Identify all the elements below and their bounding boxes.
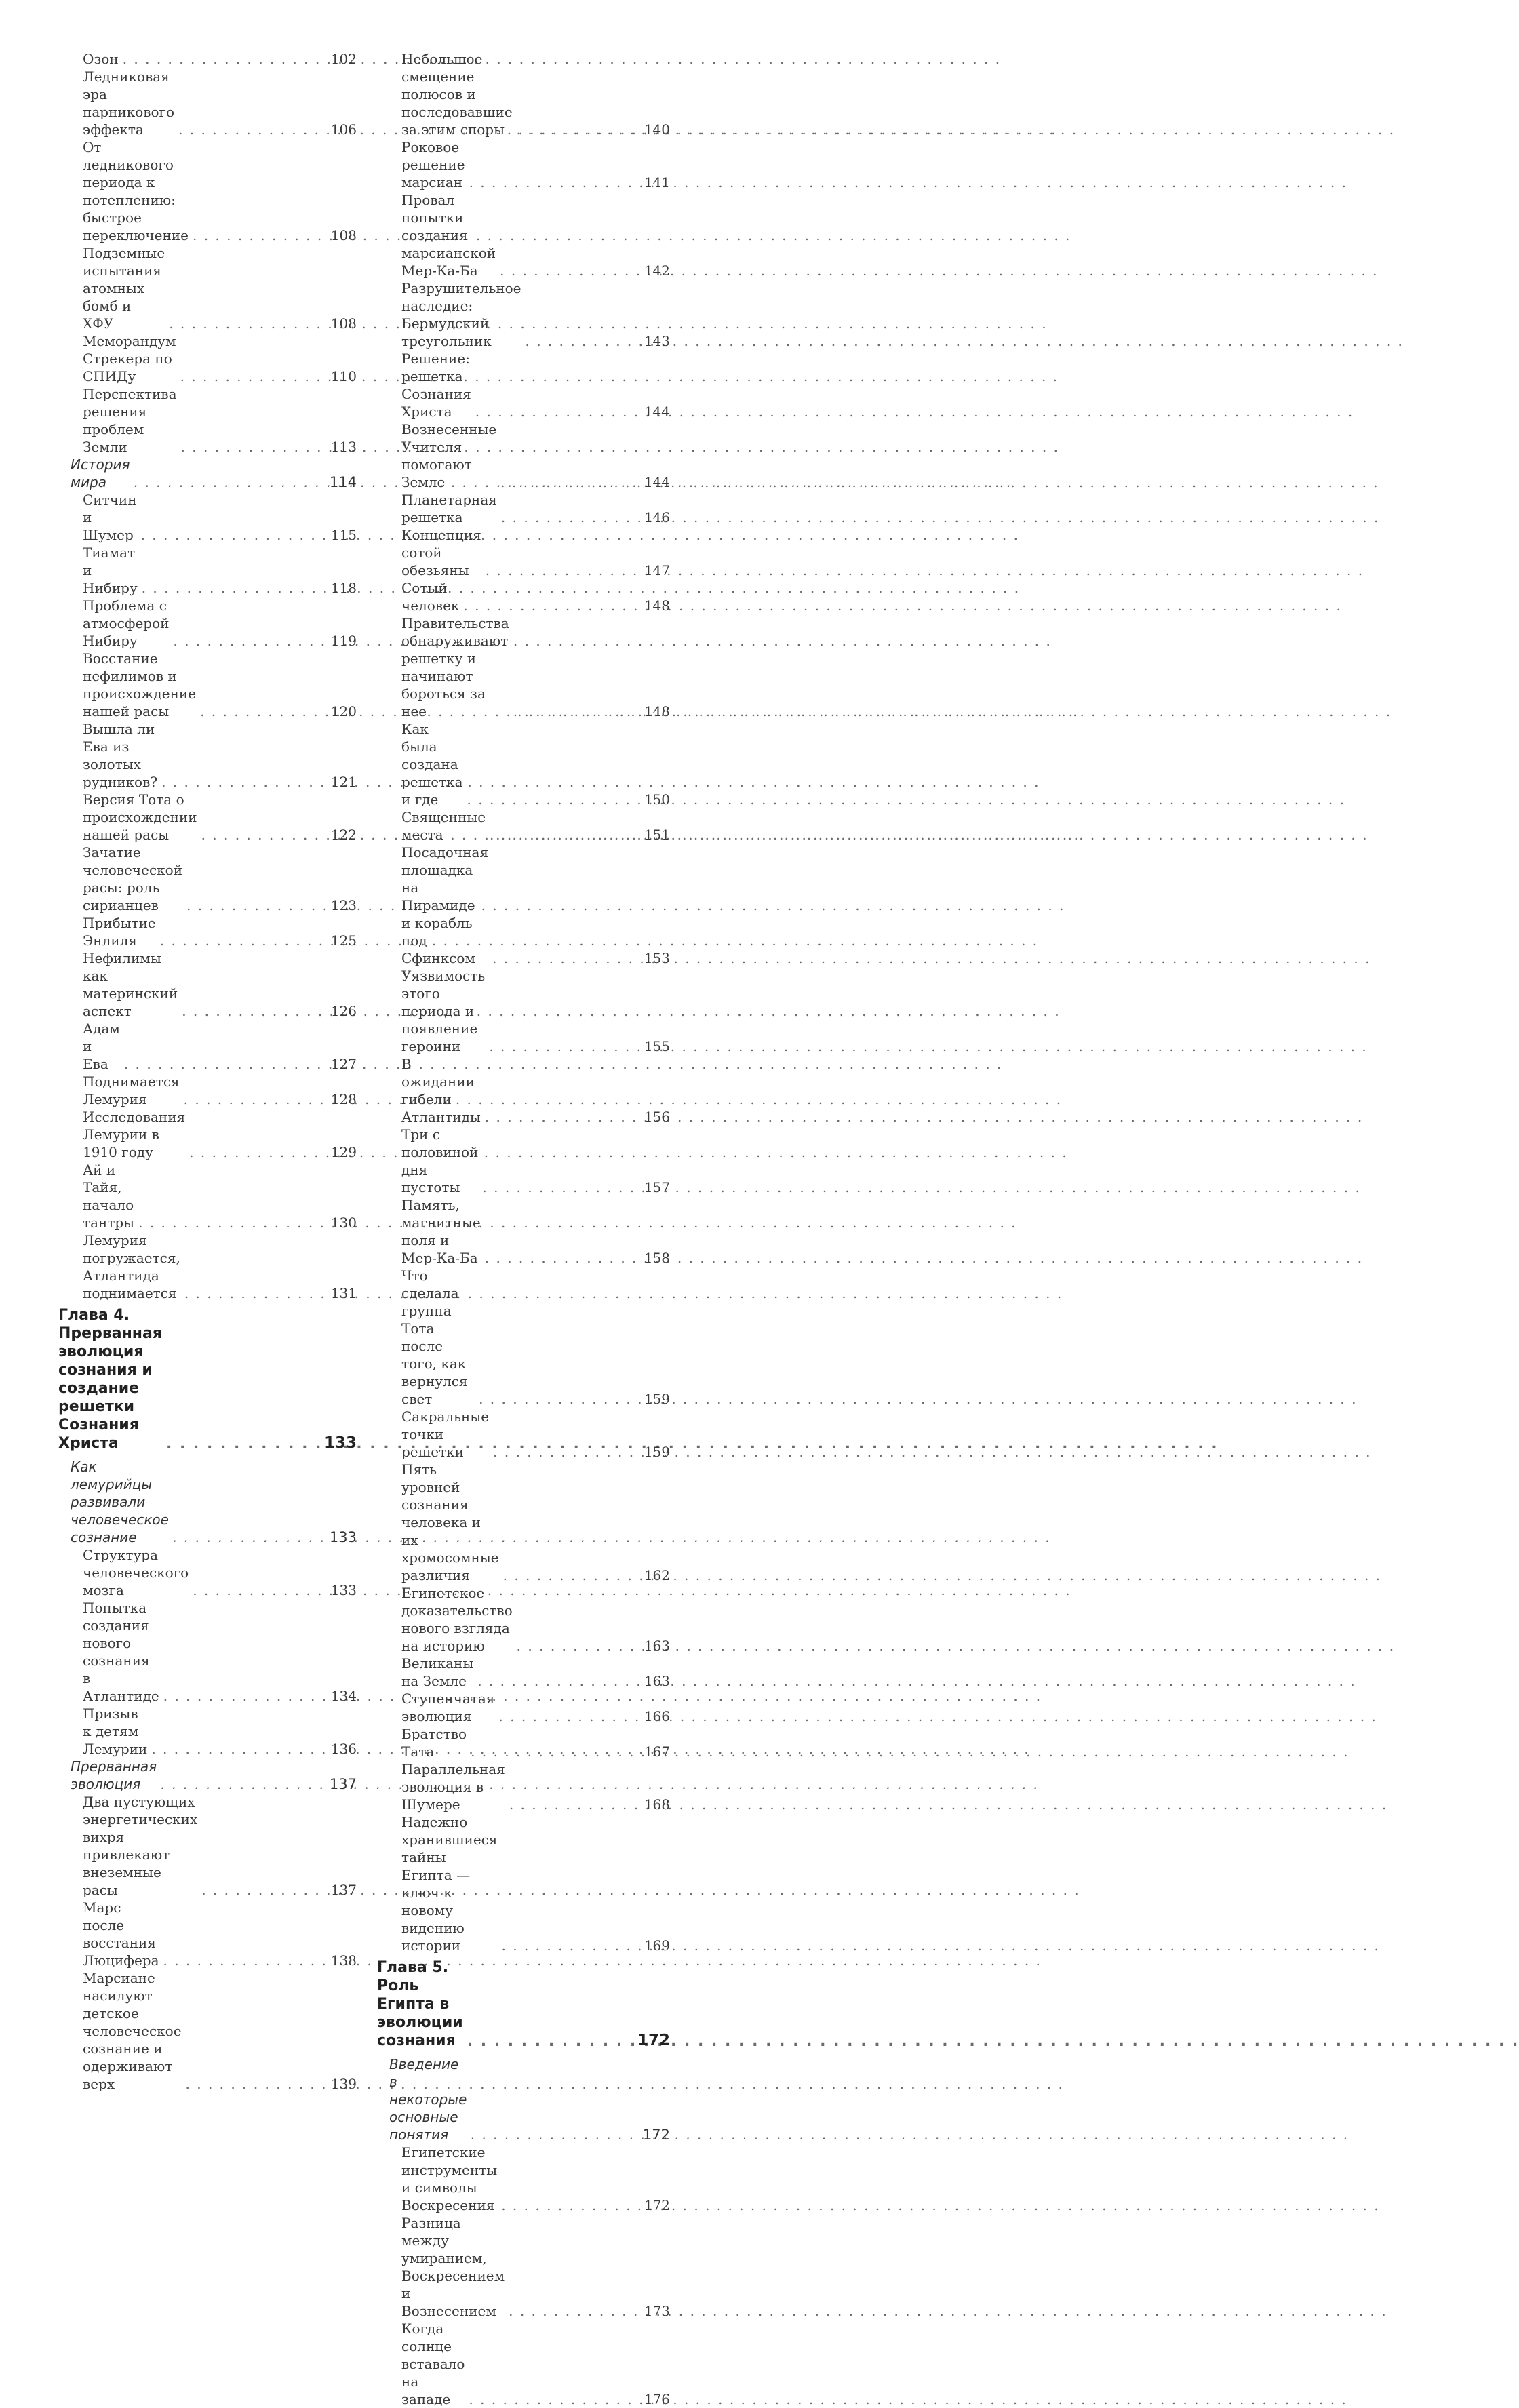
dot-leader (173, 632, 326, 650)
toc-entry-sub (58, 844, 357, 914)
toc-entry-page: 118 (330, 580, 357, 596)
toc-entry-sub (377, 1690, 670, 1725)
dot-leader (467, 791, 640, 808)
dot-leader (141, 526, 327, 544)
dot-leader (184, 1090, 327, 1108)
toc-entry-page: 138 (330, 1952, 357, 1969)
toc-entry-page: 143 (644, 333, 670, 349)
toc-entry-page: 150 (644, 791, 670, 808)
toc-entry-title: Структура человеческого мозга (83, 1547, 189, 1598)
toc-entry-page: 119 (330, 633, 357, 649)
dot-leader (163, 1952, 327, 1969)
toc-entry-page: 162 (644, 1567, 670, 1583)
toc-entry-title: Марсиане насилуют детское человеческое сознание и одерживают верх (83, 1970, 182, 2092)
toc-entry-sub (377, 526, 670, 579)
toc-entry-section (58, 1758, 357, 1793)
toc-entry-title: Глава 5. Роль Египта в эволюции сознания (377, 1959, 463, 2049)
toc-entry-title: Адам и Ева (83, 1021, 120, 1072)
toc-entry-page: 123 (330, 897, 357, 913)
toc-entry-sub (377, 138, 670, 191)
toc-right-column (377, 50, 670, 2408)
toc-entry-section (58, 456, 357, 491)
toc-entry-page: 121 (330, 774, 357, 790)
dot-leader (475, 403, 640, 420)
toc-entry-sub (377, 844, 670, 967)
toc-entry-title: Небольшое смещение полюсов и последовавшие за этим споры (401, 51, 513, 138)
toc-entry-page: 126 (330, 1003, 357, 1019)
toc-entry-title: Исследования Лемурии в 1910 году (83, 1109, 186, 1160)
toc-entry-title: Правительства обнаруживают решетку и начинают бороться за нее (401, 615, 509, 719)
toc-entry-section (58, 1458, 357, 1546)
dot-leader (486, 561, 640, 579)
toc-entry-title: Решение: решетка Сознания Христа (401, 351, 471, 420)
toc-entry-title: Перспектива решения проблем Земли (83, 386, 177, 455)
toc-entry-sub (377, 1725, 670, 1760)
dot-leader (471, 2126, 639, 2144)
toc-entry-page: 122 (330, 827, 357, 843)
toc-entry-sub (377, 579, 670, 614)
toc-entry-sub (377, 279, 670, 350)
toc-entry-sub (58, 650, 357, 720)
dot-leader (469, 174, 640, 191)
toc-entry-title: Вышла ли Ева из золотых рудников? (83, 721, 158, 790)
toc-entry-page: 120 (330, 703, 357, 719)
toc-entry-sub (377, 1055, 670, 1126)
toc-entry-title: Проблема с атмосферой Нибиру (83, 597, 170, 649)
toc-entry-page: 131 (330, 1285, 357, 1301)
toc-entry-sub (377, 191, 670, 279)
dot-leader (469, 2390, 639, 2408)
toc-entry-title: Ситчин и Шумер (83, 492, 137, 543)
toc-entry-page: 133 (323, 1434, 357, 1452)
toc-entry-title: Надежно хранившиеся тайны Египта — ключ к новому видению истории (401, 1814, 498, 1954)
toc-entry-title: Разница между умиранием, Воскресением и Вознесением (401, 2215, 505, 2319)
toc-entry-page: 146 (644, 509, 670, 526)
dot-leader (184, 1284, 327, 1302)
toc-entry-sub (58, 544, 357, 597)
toc-entry-page: 156 (644, 1109, 670, 1125)
toc-entry-page: 167 (644, 1743, 670, 1760)
toc-entry-title: Ступенчатая эволюция (401, 1691, 495, 1724)
toc-entry-page: 147 (644, 562, 670, 578)
toc-entry-page: 125 (330, 932, 357, 949)
dot-leader (500, 473, 640, 491)
toc-entry-section (377, 2055, 670, 2144)
toc-entry-sub (377, 1408, 670, 1461)
toc-entry-chapter (377, 1958, 670, 2050)
dot-leader (189, 1143, 327, 1161)
dot-leader (161, 773, 327, 791)
toc-entry-page: 108 (330, 227, 357, 243)
toc-entry-sub (58, 914, 357, 949)
toc-entry-sub (377, 808, 670, 844)
toc-entry-title: Попытка создания нового сознания в Атлантиде (83, 1600, 159, 1704)
toc-entry-page: 141 (644, 174, 670, 191)
toc-entry-sub (58, 1073, 357, 1108)
dot-leader (178, 121, 327, 138)
toc-entry-sub (377, 1655, 670, 1690)
toc-entry-page: 110 (330, 368, 357, 384)
toc-entry-sub (58, 949, 357, 1020)
toc-entry-sub (377, 720, 670, 808)
dot-leader (161, 1775, 326, 1793)
dot-leader (142, 579, 327, 597)
toc-entry-page: 142 (644, 262, 670, 279)
dot-leader (180, 368, 327, 385)
toc-entry-sub (377, 2320, 670, 2408)
dot-leader (201, 826, 327, 844)
dot-leader (513, 703, 640, 720)
toc-entry-page: 153 (644, 950, 670, 966)
dot-leader (489, 1038, 639, 1055)
dot-leader (482, 1179, 639, 1196)
toc-entry-sub (377, 2214, 670, 2320)
dot-leader (509, 1796, 640, 1813)
toc-entry-page: 113 (330, 439, 357, 455)
dot-leader (160, 932, 327, 949)
toc-entry-sub (377, 1196, 670, 1267)
toc-entry-title: Меморандум Стрекера по СПИДу (83, 333, 176, 384)
dot-leader (123, 50, 327, 68)
toc-entry-title: Провал попытки создания марсианской Мер-Ка-Ба (401, 192, 496, 279)
dot-leader (169, 315, 327, 332)
toc-entry-page: 128 (330, 1091, 357, 1107)
dot-leader (517, 121, 640, 138)
toc-entry-sub (58, 1969, 357, 2093)
dot-leader (517, 1637, 640, 1655)
toc-entry-title: Как была создана решетка и где (401, 721, 463, 808)
toc-entry-page: 144 (644, 474, 670, 490)
toc-entry-page: 176 (644, 2391, 670, 2407)
toc-entry-sub (58, 1161, 357, 1231)
toc-entry-sub (58, 1899, 357, 1969)
toc-entry-title: Три с половиной дня пустоты (401, 1126, 479, 1196)
dot-leader (500, 262, 640, 279)
dot-leader (498, 1708, 639, 1725)
dot-leader (182, 1002, 327, 1020)
dot-leader (200, 703, 327, 720)
toc-entry-page: 102 (330, 51, 357, 67)
toc-entry-title: Подземные испытания атомных бомб и ХФУ (83, 245, 165, 332)
toc-entry-page: 144 (644, 403, 670, 420)
toc-entry-title: Прибытие Энлиля (83, 915, 156, 949)
dot-leader (134, 473, 326, 491)
dot-leader (186, 896, 327, 914)
toc-entry-page: 130 (330, 1215, 357, 1231)
toc-entry-page: 139 (330, 2076, 357, 2092)
dot-leader (151, 1740, 327, 1758)
toc-entry-page: 137 (330, 1882, 357, 1898)
toc-entry-page: 134 (330, 1688, 357, 1704)
toc-entry-page: 155 (644, 1038, 670, 1054)
toc-entry-title: Когда солнце вставало на западе (401, 2321, 465, 2407)
toc-entry-title: Уязвимость этого периода и появление героини (401, 968, 486, 1054)
toc-entry-title: Нефилимы как материнский аспект (83, 950, 178, 1019)
toc-entry-sub (58, 1020, 357, 1073)
toc-entry-title: Разрушительное наследие: Бермудский треугольник (401, 280, 521, 349)
toc-entry-page: 133 (329, 1529, 357, 1545)
toc-entry-sub (377, 1760, 670, 1813)
dot-leader (166, 1435, 320, 1453)
dot-leader (463, 597, 639, 614)
toc-entry-title: Память, магнитные поля и Мер-Ка-Ба (401, 1197, 481, 1266)
dot-leader (509, 2302, 640, 2320)
toc-entry-page: 108 (330, 315, 357, 332)
toc-entry-sub (377, 1461, 670, 1584)
dot-leader (163, 1687, 327, 1705)
toc-entry-page: 173 (644, 2303, 670, 2319)
toc-entry-page: 137 (329, 1776, 357, 1792)
toc-entry-sub (58, 1705, 357, 1758)
toc-left-column (58, 50, 357, 2093)
toc-entry-chapter (58, 1306, 357, 1453)
toc-entry-sub (377, 1813, 670, 1954)
dot-leader (467, 2032, 633, 2050)
dot-leader (485, 1108, 640, 1126)
toc-entry-sub (377, 1267, 670, 1408)
toc-entry-title: Параллельная эволюция в Шумере (401, 1761, 505, 1813)
dot-leader (503, 1566, 640, 1584)
toc-entry-title: Тиамат и Нибиру (83, 545, 138, 596)
toc-entry-sub (58, 332, 357, 385)
toc-entry-title: Братство Тата (401, 1726, 467, 1760)
toc-entry-sub (377, 967, 670, 1055)
toc-entry-sub (377, 50, 670, 138)
toc-entry-title: Священные места (401, 809, 486, 843)
dot-leader (492, 949, 640, 967)
toc-entry-sub (58, 68, 357, 138)
toc-entry-page: 127 (330, 1056, 357, 1072)
toc-entry-title: Египетское доказательство нового взгляда на историю (401, 1585, 513, 1654)
toc-entry-title: Пять уровней сознания человека и их хромосомные различия (401, 1461, 499, 1583)
toc-entry-page: 129 (330, 1144, 357, 1160)
dot-leader (479, 1390, 640, 1408)
toc-entry-sub (377, 491, 670, 526)
toc-entry-page: 133 (330, 1582, 357, 1598)
dot-leader (502, 1937, 640, 1954)
toc-page (0, 0, 698, 2407)
toc-entry-title: Египетские инструменты и символы Воскресения (401, 2144, 498, 2213)
toc-entry-page: 148 (644, 597, 670, 614)
toc-entry-sub (58, 1108, 357, 1161)
toc-entry-sub (58, 1599, 357, 1705)
toc-entry-title: Ледниковая эра парникового эффекта (83, 68, 175, 138)
toc-entry-title: Посадочная площадка на Пирамиде и корабль под Сфинксом (401, 844, 489, 966)
dot-leader (493, 1443, 640, 1461)
toc-entry-title: Планетарная решетка (401, 492, 497, 526)
toc-entry-page: 157 (644, 1179, 670, 1196)
toc-entry-title: Сакральные точки решетки (401, 1408, 490, 1460)
toc-entry-sub (377, 1126, 670, 1196)
toc-entry-title: Зачатие человеческой расы: роль сирианцев (83, 844, 183, 913)
toc-entry-page: 114 (329, 474, 357, 490)
dot-leader (477, 1672, 640, 1690)
toc-entry-title: Два пустующих энергетических вихря привлекают внеземные расы (83, 1794, 198, 1898)
toc-entry-page: 166 (644, 1708, 670, 1724)
toc-entry-sub (58, 720, 357, 791)
toc-entry-sub (377, 420, 670, 491)
toc-entry-title: Вознесенные Учителя помогают Земле (401, 421, 497, 490)
toc-entry-page: 151 (644, 827, 670, 843)
toc-entry-sub (58, 385, 357, 456)
toc-entry-title: От ледникового периода к потеплению: быстрое переключение (83, 139, 189, 243)
toc-entry-sub (377, 2144, 670, 2214)
toc-entry-sub (58, 791, 357, 844)
toc-entry-page: 169 (644, 1937, 670, 1954)
toc-entry-title: Введение в некоторые основные понятия (389, 2056, 467, 2143)
toc-entry-page: 115 (330, 527, 357, 543)
toc-entry-sub (58, 1546, 357, 1599)
toc-entry-title: Роковое решение марсиан (401, 139, 465, 191)
toc-entry-sub (58, 1231, 357, 1302)
toc-entry-sub (58, 491, 357, 544)
toc-entry-title: Как лемурийцы развивали человеческое сознание (71, 1459, 169, 1545)
toc-entry-title: Поднимается Лемурия (83, 1073, 180, 1107)
toc-entry-sub (377, 1584, 670, 1655)
toc-entry-sub (58, 244, 357, 332)
dot-leader (485, 1249, 640, 1267)
toc-entry-title: Марс после восстания Люцифера (83, 1899, 159, 1969)
dot-leader (525, 332, 639, 350)
toc-entry-title: Концепция сотой обезьяны (401, 527, 481, 578)
toc-entry-page: 140 (644, 121, 670, 138)
dot-leader (471, 1743, 640, 1760)
toc-entry-sub (377, 350, 670, 420)
toc-entry-page: 163 (644, 1673, 670, 1689)
toc-entry-title: Прерванная эволюция (71, 1758, 157, 1792)
toc-entry-title: Что сделала группа Тота после того, как вернулся свет (401, 1267, 468, 1407)
dot-leader (186, 2075, 327, 2093)
dot-leader (193, 1581, 327, 1599)
toc-entry-sub (58, 138, 357, 244)
toc-entry-page: 136 (330, 1741, 357, 1757)
dot-leader (501, 2196, 640, 2214)
toc-entry-page: 159 (644, 1444, 670, 1460)
toc-entry-sub (377, 614, 670, 720)
dot-leader (173, 1528, 326, 1546)
toc-entry-sub (58, 597, 357, 650)
toc-entry-title: Глава 4. Прерванная эволюция сознания и создание решетки Сознания Христа (58, 1307, 162, 1452)
toc-entry-page: 172 (637, 2032, 670, 2049)
toc-entry-title: Озон (83, 51, 119, 67)
dot-leader (501, 509, 640, 526)
toc-entry-page: 168 (644, 1796, 670, 1813)
toc-entry-page: 172 (642, 2127, 670, 2143)
toc-entry-title: Версия Тота о происхождении нашей расы (83, 791, 197, 843)
toc-entry-title: Сотый человек (401, 580, 460, 614)
toc-entry-title: Призыв к детям Лемурии (83, 1705, 148, 1757)
toc-entry-page: 159 (644, 1391, 670, 1407)
toc-entry-page: 158 (644, 1250, 670, 1266)
toc-entry-title: Восстание нефилимов и происхождение нашей расы (83, 650, 197, 719)
dot-leader (193, 226, 327, 244)
dot-leader (138, 1214, 327, 1231)
toc-entry-sub (58, 1793, 357, 1899)
dot-leader (490, 826, 640, 844)
toc-entry-title: Великаны на Земле (401, 1655, 474, 1689)
toc-entry-page: 106 (330, 121, 357, 138)
toc-entry-title: Ай и Тайя, начало тантры (83, 1162, 135, 1231)
dot-leader (124, 1055, 327, 1073)
toc-entry-title: В ожидании гибели Атлантиды (401, 1056, 481, 1125)
toc-entry-title: История мира (71, 456, 130, 490)
toc-entry-page: 148 (644, 703, 670, 719)
toc-entry-title: Лемурия погружается, Атлантида поднимается (83, 1232, 180, 1301)
dot-leader (201, 1881, 327, 1899)
toc-entry-page: 172 (644, 2197, 670, 2213)
toc-entry-page: 163 (644, 1638, 670, 1654)
dot-leader (181, 438, 327, 456)
toc-entry-sub (58, 50, 357, 68)
